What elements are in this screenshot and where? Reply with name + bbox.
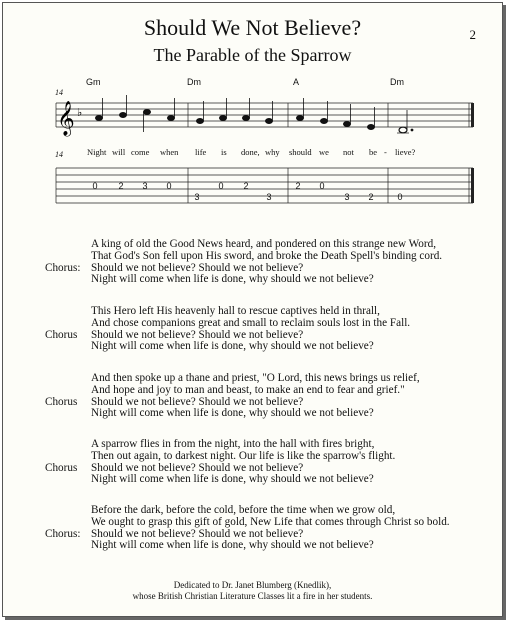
chorus-label: Chorus xyxy=(45,328,78,341)
verse-line: Then out again, to darkest night. Our life is like the sparrow's flight. xyxy=(91,449,396,462)
tab-fret-number: 3 xyxy=(194,192,200,202)
chorus-label: Chorus xyxy=(45,461,78,474)
chorus-line: Should we not believe? Should we not believe? xyxy=(91,395,304,408)
page-number: 2 xyxy=(469,27,476,42)
verse-line: A sparrow flies in from the night, into the hall with fires bright, xyxy=(91,438,375,450)
chorus-line: Should we not believe? Should we not believe? xyxy=(91,527,304,540)
verse-line: This Hero left His heavenly hall to rescue captives held in thrall, xyxy=(91,305,380,317)
lyric-syllable: Night xyxy=(87,147,107,157)
song-subtitle: The Parable of the Sparrow xyxy=(153,45,352,65)
tab-fret-number: 3 xyxy=(266,192,272,202)
verse-line: That God's Son fell upon His sword, and broke the Death Spell's binding cord. xyxy=(91,249,443,262)
chorus-line: Night will come when life is done, why should we not believe? xyxy=(91,340,374,353)
tab-fret-number: 0 xyxy=(218,181,224,191)
verse-block xyxy=(45,504,450,552)
verse-line: A king of old the Good News heard, and pondered on this strange new Word, xyxy=(91,238,437,250)
chorus-line: Night will come when life is done, why should we not believe? xyxy=(91,539,374,552)
page-frame xyxy=(2,2,503,617)
tab-fret-number: 2 xyxy=(118,181,124,191)
lyric-syllable: will xyxy=(112,147,126,157)
flat-sign-icon: ♭ xyxy=(77,106,83,119)
staff-lines xyxy=(56,103,473,127)
chord-label: A xyxy=(293,77,300,87)
chord-label: Dm xyxy=(187,77,201,87)
verse-line: We ought to grasp this gift of gold, New Life that comes through Christ so bold. xyxy=(91,515,450,528)
tab-fret-number: 0 xyxy=(319,181,325,191)
dedication xyxy=(3,580,502,602)
verse-block xyxy=(45,438,396,486)
chord-label: Gm xyxy=(86,77,101,87)
chorus-line: Night will come when life is done, why should we not believe? xyxy=(91,407,374,420)
lyric-syllable: lieve? xyxy=(395,147,416,157)
lyric-syllable: done, xyxy=(241,147,260,157)
lyric-syllable: we xyxy=(319,147,329,157)
verse-block xyxy=(45,238,443,286)
tab-fret-number: 3 xyxy=(344,192,350,202)
chord-label: Dm xyxy=(390,77,404,87)
lyric-syllable: why xyxy=(265,147,280,157)
song-title: Should We Not Believe? xyxy=(143,15,362,40)
verse-line: And chose companions great and small to reclaim souls lost in the Fall. xyxy=(91,316,411,329)
dedication-line: whose British Christian Literature Classes lit a fire in her students. xyxy=(132,591,373,601)
chorus-label: Chorus: xyxy=(45,527,81,540)
tab-fret-number: 0 xyxy=(166,181,172,191)
tab-fret-number: 0 xyxy=(92,181,98,191)
tab-fret-number: 2 xyxy=(243,181,249,191)
lyric-syllable: should xyxy=(289,147,312,157)
verse-line: And then spoke up a thane and priest, "O Lord, this news brings us relief, xyxy=(91,372,420,384)
sheet-music-notation xyxy=(3,3,502,218)
chorus-label: Chorus xyxy=(45,395,78,408)
verse-line: And hope and joy to man and beast, to make an end to fear and grief." xyxy=(91,383,405,396)
chorus-label: Chorus: xyxy=(45,261,81,274)
chorus-line: Night will come when life is done, why should we not believe? xyxy=(91,273,374,286)
lyric-syllable: - xyxy=(384,147,387,157)
tab-fret-number: 2 xyxy=(368,192,374,202)
chorus-line: Should we not believe? Should we not believe? xyxy=(91,261,304,274)
lyric-syllable: not xyxy=(343,147,354,157)
verse-line: Before the dark, before the cold, before the time when we grow old, xyxy=(91,504,396,516)
lyric-syllable: life xyxy=(195,147,207,157)
treble-clef-icon: 𝄞 xyxy=(57,101,75,136)
chorus-line: Should we not believe? Should we not believe? xyxy=(91,328,304,341)
lyric-syllable: come xyxy=(131,147,150,157)
lyric-syllable: when xyxy=(160,147,179,157)
lyric-syllable: is xyxy=(221,147,227,157)
dedication-line: Dedicated to Dr. Janet Blumberg (Knedlik), xyxy=(173,580,332,590)
chorus-line: Night will come when life is done, why should we not believe? xyxy=(91,473,374,486)
tab-fret-number: 2 xyxy=(295,181,301,191)
tab-fret-number: 0 xyxy=(397,192,403,202)
lyric-syllable: be xyxy=(369,147,378,157)
staff-measure-number: 14 xyxy=(55,88,63,97)
verse-block xyxy=(45,305,411,353)
tab-measure-number: 14 xyxy=(55,150,63,159)
tab-fret-number: 3 xyxy=(142,181,148,191)
chorus-line: Should we not believe? Should we not believe? xyxy=(91,461,304,474)
verse-block xyxy=(45,372,420,420)
